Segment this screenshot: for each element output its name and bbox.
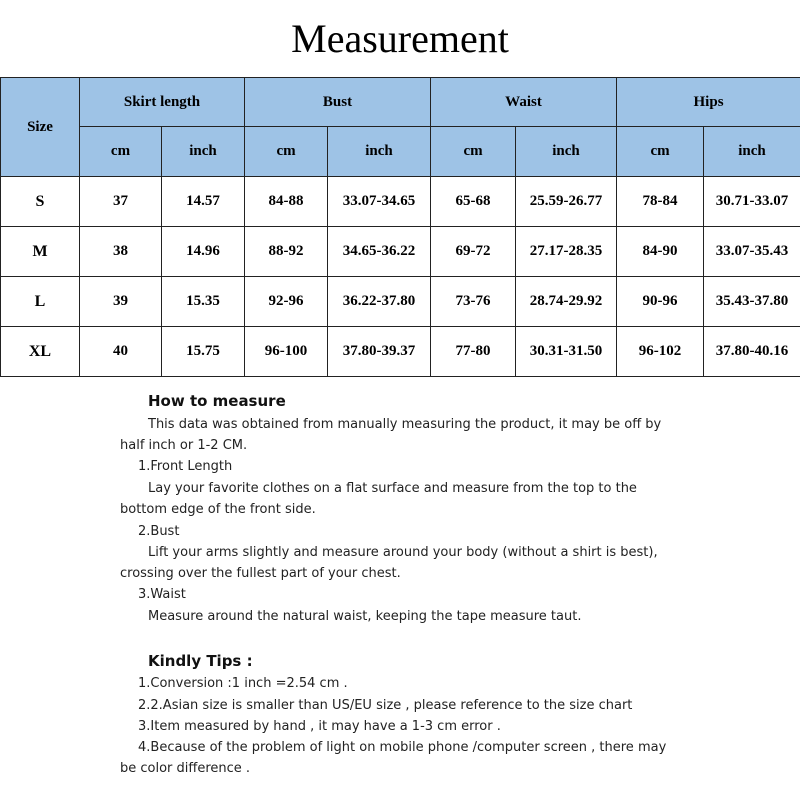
table-row [1, 277, 800, 327]
table-cell: 25.59-26.77 [516, 177, 617, 227]
kindly-tips-heading: Kindly Tips : [148, 652, 253, 670]
table-cell: 96-100 [245, 327, 328, 377]
table-cell: 78-84 [617, 177, 704, 227]
table-cell: 28.74-29.92 [516, 277, 617, 327]
table-cell: 30.71-33.07 [704, 177, 800, 227]
intro-line: This data was obtained from manually measuring the product, it may be off by [148, 417, 662, 432]
table-cell: 88-92 [245, 227, 328, 277]
bust-header: Bust [245, 78, 431, 127]
table-cell: 65-68 [431, 177, 516, 227]
unit-header: cm [431, 127, 516, 177]
front-length-text: Lay your favorite clothes on a flat surface and measure from the top to the [148, 481, 637, 496]
table-cell: 96-102 [617, 327, 704, 377]
tip-item: 2.2.Asian size is smaller than US/EU size , please reference to the size chart [138, 698, 633, 713]
unit-header: inch [328, 127, 431, 177]
table-cell: 35.43-37.80 [704, 277, 800, 327]
table-row [1, 177, 800, 227]
table-cell: 37.80-40.16 [704, 327, 800, 377]
unit-header: inch [516, 127, 617, 177]
size-cell: XL [1, 327, 80, 377]
tip-item: 3.Item measured by hand , it may have a 1-3 cm error . [138, 719, 501, 734]
table-cell: 30.31-31.50 [516, 327, 617, 377]
table-cell: 37.80-39.37 [328, 327, 431, 377]
unit-header: cm [80, 127, 162, 177]
waist-header: Waist [431, 78, 617, 127]
tip-item: 4.Because of the problem of light on mobile phone /computer screen , there may [138, 740, 667, 755]
table-cell: 84-90 [617, 227, 704, 277]
table-cell: 39 [80, 277, 162, 327]
table-cell: 33.07-35.43 [704, 227, 800, 277]
table-cell: 84-88 [245, 177, 328, 227]
how-to-measure-heading: How to measure [148, 392, 286, 410]
bust-text: crossing over the fullest part of your chest. [120, 566, 401, 581]
table-cell: 15.75 [162, 327, 245, 377]
table-cell: 40 [80, 327, 162, 377]
table-cell: 69-72 [431, 227, 516, 277]
table-row [1, 327, 800, 377]
table-cell: 90-96 [617, 277, 704, 327]
unit-header: inch [704, 127, 800, 177]
hips-header: Hips [617, 78, 800, 127]
table-cell: 33.07-34.65 [328, 177, 431, 227]
table-cell: 15.35 [162, 277, 245, 327]
table-cell: 27.17-28.35 [516, 227, 617, 277]
tip-item: be color difference . [120, 761, 251, 776]
waist-title: 3.Waist [138, 587, 186, 602]
tip-item: 1.Conversion :1 inch =2.54 cm . [138, 676, 348, 691]
unit-header: cm [245, 127, 328, 177]
bust-title: 2.Bust [138, 524, 180, 539]
size-chart-table [0, 77, 800, 377]
size-cell: M [1, 227, 80, 277]
intro-line: half inch or 1-2 CM. [120, 438, 248, 453]
table-cell: 36.22-37.80 [328, 277, 431, 327]
table-cell: 14.96 [162, 227, 245, 277]
front-length-title: 1.Front Length [138, 459, 233, 474]
table-cell: 92-96 [245, 277, 328, 327]
table-cell: 14.57 [162, 177, 245, 227]
size-header: Size [1, 78, 80, 177]
front-length-text: bottom edge of the front side. [120, 502, 316, 517]
table-cell: 73-76 [431, 277, 516, 327]
unit-header: inch [162, 127, 245, 177]
table-cell: 37 [80, 177, 162, 227]
size-cell: S [1, 177, 80, 227]
table-row [1, 227, 800, 277]
table-cell: 77-80 [431, 327, 516, 377]
page-title: Measurement [291, 16, 509, 61]
table-cell: 34.65-36.22 [328, 227, 431, 277]
size-cell: L [1, 277, 80, 327]
skirt-length-header: Skirt length [80, 78, 245, 127]
table-cell: 38 [80, 227, 162, 277]
bust-text: Lift your arms slightly and measure around your body (without a shirt is best), [148, 545, 658, 560]
waist-text: Measure around the natural waist, keeping the tape measure taut. [148, 609, 582, 624]
unit-header: cm [617, 127, 704, 177]
